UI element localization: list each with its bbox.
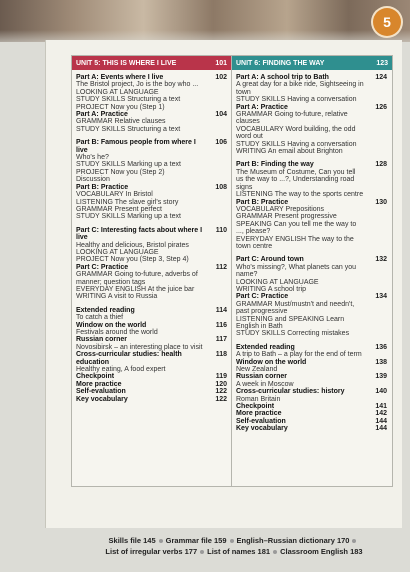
contents-subitem xyxy=(236,81,388,96)
page-ref: 124 xyxy=(375,74,387,81)
contents-subitem xyxy=(76,344,228,351)
reference-footer xyxy=(76,535,392,557)
page-ref: 144 xyxy=(375,425,387,433)
contents-heading xyxy=(76,74,228,81)
subitem-text: GRAMMAR Going to-future, relative clauses xyxy=(236,111,348,126)
page-ref: 140 xyxy=(375,388,387,396)
subitem-text: A trip to Bath – a play for the end of term xyxy=(236,351,362,359)
contents-heading xyxy=(76,351,228,366)
subitem-text: STUDY SKILLS Marking up a text xyxy=(76,161,181,169)
page-ref: 110 xyxy=(215,226,227,234)
heading-text: Part C: Interesting facts about where I live xyxy=(76,226,203,242)
contents-subitem xyxy=(76,329,228,336)
contents-subitem xyxy=(76,249,228,256)
contents-subitem xyxy=(236,221,388,236)
unit-6-entries xyxy=(236,74,388,433)
contents-heading xyxy=(76,322,228,329)
subitem-text: WRITING An email about Brighton xyxy=(236,148,343,156)
contents-subitem xyxy=(76,293,228,300)
page-ref: 102 xyxy=(215,74,227,81)
contents-heading xyxy=(76,139,228,154)
contents-subitem xyxy=(236,381,388,388)
heading-text: More practice xyxy=(76,380,122,388)
page-ref: 144 xyxy=(375,417,387,425)
contents-subitem xyxy=(236,126,388,141)
subitem-text: PROJECT Now you (Step 2) xyxy=(76,168,165,176)
subitem-text: Discussion xyxy=(76,176,110,184)
heading-text: Part A: Events where I live xyxy=(76,74,164,81)
contents-subitem xyxy=(236,169,388,191)
contents-subitem xyxy=(76,242,228,249)
contents-heading xyxy=(236,293,388,300)
contents-heading xyxy=(236,104,388,111)
contents-heading xyxy=(236,256,388,263)
contents-subitem xyxy=(236,366,388,373)
subitem-text: GRAMMAR Present perfect xyxy=(76,205,162,213)
subitem-text: GRAMMAR Present progressive xyxy=(236,213,337,221)
page-ref: 132 xyxy=(375,256,387,264)
heading-text: Part A: A school trip to Bath xyxy=(236,74,329,81)
heading-text: Part C: Practice xyxy=(76,263,129,271)
bullet-icon xyxy=(230,539,234,543)
subitem-text: The Museum of Costume, Can you tell us the way to ...?, Understanding road signs xyxy=(236,168,356,191)
heading-text: Key vocabulary xyxy=(236,425,288,433)
contents-subitem xyxy=(236,316,388,331)
contents-heading xyxy=(236,199,388,206)
page-number-badge: 5 xyxy=(373,8,401,36)
heading-text: Russian corner xyxy=(236,373,287,381)
page-ref: 106 xyxy=(215,139,227,147)
subitem-text: SPEAKING Can you tell me the way to ..., please? xyxy=(236,220,357,236)
contents-subitem xyxy=(236,206,388,213)
page-ref: 112 xyxy=(215,263,227,271)
contents-subitem xyxy=(236,141,388,148)
subitem-text: Healthy eating, A food expert xyxy=(76,366,166,374)
contents-subitem xyxy=(76,118,228,125)
contents-heading xyxy=(236,161,388,168)
contents-heading xyxy=(76,388,228,395)
contents-subitem xyxy=(76,154,228,161)
page-ref: 104 xyxy=(215,111,227,119)
subitem-text: STUDY SKILLS Structuring a text xyxy=(76,96,181,104)
unit-5-page: 101 xyxy=(215,59,227,67)
subitem-text: GRAMMAR Going to-future, adverbs of manner; question tags xyxy=(76,271,198,286)
subitem-text: The Bristol project, Jo is the boy who ... xyxy=(76,81,199,89)
contents-heading xyxy=(76,111,228,118)
contents-heading xyxy=(76,381,228,388)
contents-subitem xyxy=(76,199,228,206)
heading-text: Russian corner xyxy=(76,336,127,344)
subitem-text: STUDY SKILLS Having a conversation xyxy=(236,140,357,148)
subitem-text: Roman Britain xyxy=(236,395,281,403)
page-ref: 108 xyxy=(215,183,227,191)
contents-subitem xyxy=(76,271,228,286)
footer-line-2 xyxy=(76,546,392,557)
subitem-text: Who's he? xyxy=(76,154,109,162)
unit-6-header xyxy=(232,56,392,70)
page-ref: 126 xyxy=(375,103,387,111)
subitem-text: STUDY SKILLS Having a conversation xyxy=(236,96,357,104)
contents-subitem xyxy=(236,286,388,293)
contents-heading xyxy=(236,373,388,380)
heading-text: Cross-curricular studies: history xyxy=(236,388,345,396)
contents-heading xyxy=(76,396,228,403)
contents-heading xyxy=(236,418,388,425)
heading-text: Part B: Practice xyxy=(236,198,289,206)
subitem-text: Who's missing?, What planets can you name? xyxy=(236,263,357,279)
heading-text: Window on the world xyxy=(236,358,307,366)
subitem-text: Festivals around the world xyxy=(76,329,158,336)
subitem-text: STUDY SKILLS Marking up a text xyxy=(76,213,181,221)
subitem-text: VOCABULARY In Bristol xyxy=(76,191,153,199)
unit-5-header xyxy=(72,56,231,70)
subitem-text: To catch a thief xyxy=(76,314,124,322)
footer-item: Grammar file 159 xyxy=(165,536,227,545)
heading-text: Part A: Practice xyxy=(76,111,128,119)
footer-line-1 xyxy=(76,535,392,546)
page-ref: 136 xyxy=(375,343,387,351)
subitem-text: LOOKING AT LANGUAGE xyxy=(76,88,159,96)
contents-table xyxy=(71,55,393,487)
subitem-text: LISTENING The way to the sports centre xyxy=(236,191,364,199)
contents-subitem xyxy=(236,301,388,316)
contents-subitem xyxy=(236,279,388,286)
footer-item: English–Russian dictionary 170 xyxy=(236,536,350,545)
subitem-text: LOOKING AT LANGUAGE xyxy=(76,248,159,256)
unit-6-page: 123 xyxy=(376,59,388,67)
heading-text: Extended reading xyxy=(236,343,295,351)
contents-subitem xyxy=(76,126,228,133)
contents-subitem xyxy=(236,396,388,403)
contents-subitem xyxy=(76,314,228,321)
contents-subitem xyxy=(236,351,388,358)
subitem-text: A great day for a bike ride, Sightseeing in town xyxy=(236,81,364,96)
subitem-text: LOOKING AT LANGUAGE xyxy=(236,278,319,286)
subitem-text: EVERYDAY ENGLISH The way to the town centre xyxy=(236,235,354,250)
contents-subitem xyxy=(76,176,228,183)
page-ref: 120 xyxy=(215,380,227,388)
bullet-icon xyxy=(200,550,204,554)
footer-item: Skills file 145 xyxy=(108,536,156,545)
heading-text: Checkpoint xyxy=(236,403,275,411)
page-ref: 119 xyxy=(215,373,227,381)
unit-5-column xyxy=(72,56,232,486)
contents-heading xyxy=(76,373,228,380)
page-ref: 134 xyxy=(375,293,387,301)
page-ref: 122 xyxy=(215,388,227,396)
heading-text: Part B: Practice xyxy=(76,183,129,191)
subitem-text: LISTENING and SPEAKING Learn English in Bath xyxy=(236,315,345,330)
contents-heading xyxy=(236,388,388,395)
contents-subitem xyxy=(76,161,228,168)
heading-text: More practice xyxy=(236,410,282,418)
bullet-icon xyxy=(352,539,356,543)
unit-5-entries xyxy=(76,74,228,403)
contents-subitem xyxy=(76,366,228,373)
heading-text: Extended reading xyxy=(76,306,135,314)
heading-text: Window on the world xyxy=(76,321,147,329)
subitem-text: VOCABULARY Word building, the odd word out xyxy=(236,125,356,141)
contents-subitem xyxy=(236,111,388,126)
bullet-icon xyxy=(159,539,163,543)
contents-subitem xyxy=(236,330,388,337)
contents-heading xyxy=(236,403,388,410)
contents-subitem xyxy=(76,104,228,111)
contents-subitem xyxy=(236,264,388,279)
unit-6-column xyxy=(232,56,392,486)
contents-subitem xyxy=(76,206,228,213)
heading-text: Checkpoint xyxy=(76,373,115,381)
page-ref: 142 xyxy=(375,410,387,418)
page-ref: 118 xyxy=(215,351,227,359)
subitem-text: VOCABULARY Prepositions xyxy=(236,205,325,213)
subitem-text: GRAMMAR Relative clauses xyxy=(76,118,166,126)
subitem-text: PROJECT Now you (Step 1) xyxy=(76,103,165,111)
contents-subitem xyxy=(76,286,228,293)
page-ref: 122 xyxy=(215,395,227,403)
contents-subitem xyxy=(76,213,228,220)
heading-text: Part C: Practice xyxy=(236,293,289,301)
page-ref: 139 xyxy=(375,373,387,381)
subitem-text: PROJECT Now you (Step 3, Step 4) xyxy=(76,256,189,264)
contents-heading xyxy=(236,74,388,81)
contents-subitem xyxy=(76,96,228,103)
subitem-text: Novosibirsk – an interesting place to visit xyxy=(76,343,203,351)
contents-heading xyxy=(236,425,388,432)
contents-heading xyxy=(76,184,228,191)
subitem-text: GRAMMAR Must/mustn't and needn't, past progressive xyxy=(236,300,355,316)
subitem-text: LISTENING The slave girl's story xyxy=(76,198,179,206)
contents-subitem xyxy=(236,191,388,198)
unit-6-title: UNIT 6: FINDING THE WAY xyxy=(236,59,325,67)
subitem-text: EVERYDAY ENGLISH At the juice bar xyxy=(76,285,195,293)
contents-subitem xyxy=(236,148,388,155)
footer-item: Classroom English 183 xyxy=(280,547,363,556)
contents-subitem xyxy=(76,169,228,176)
page-ref: 117 xyxy=(215,336,227,344)
heading-text: Part B: Finding the way xyxy=(236,161,314,169)
subitem-text: New Zealand xyxy=(236,366,278,374)
page-ref: 128 xyxy=(375,161,387,169)
contents-subitem xyxy=(76,89,228,96)
footer-item: List of irregular verbs 177 xyxy=(105,547,198,556)
contents-heading xyxy=(76,336,228,343)
heading-text: Key vocabulary xyxy=(76,395,128,403)
contents-heading xyxy=(236,344,388,351)
contents-heading xyxy=(76,264,228,271)
footer-item: List of names 181 xyxy=(207,547,271,556)
contents-subitem xyxy=(76,81,228,88)
contents-heading xyxy=(76,307,228,314)
contents-heading xyxy=(236,410,388,417)
heading-text: Self-evaluation xyxy=(236,417,286,425)
contents-heading xyxy=(76,227,228,242)
contents-subitem xyxy=(236,236,388,251)
bullet-icon xyxy=(273,550,277,554)
heading-text: Part B: Famous people from where I live xyxy=(76,139,196,154)
contents-subitem xyxy=(76,191,228,198)
contents-subitem xyxy=(236,96,388,103)
heading-text: Self-evaluation xyxy=(76,388,126,396)
page-ref: 138 xyxy=(375,358,387,366)
subitem-text: Healthy and delicious, Bristol pirates xyxy=(76,241,189,249)
heading-text: Part A: Practice xyxy=(236,103,288,111)
subitem-text: WRITING A school trip xyxy=(236,285,307,293)
heading-text: Cross-curricular studies: health education xyxy=(76,351,182,366)
subitem-text: A week in Moscow xyxy=(236,380,294,388)
subitem-text: WRITING A visit to Russia xyxy=(76,293,158,301)
page-ref: 130 xyxy=(375,198,387,206)
contents-subitem xyxy=(76,256,228,263)
page-ref: 116 xyxy=(215,321,227,329)
page-ref: 114 xyxy=(215,306,227,314)
heading-text: Part C: Around town xyxy=(236,256,304,264)
contents-subitem xyxy=(236,213,388,220)
unit-5-title: UNIT 5: THIS IS WHERE I LIVE xyxy=(76,59,177,67)
subitem-text: STUDY SKILLS Structuring a text xyxy=(76,125,181,133)
contents-heading xyxy=(236,359,388,366)
subitem-text: STUDY SKILLS Correcting mistakes xyxy=(236,330,350,338)
page-ref: 141 xyxy=(375,403,387,411)
